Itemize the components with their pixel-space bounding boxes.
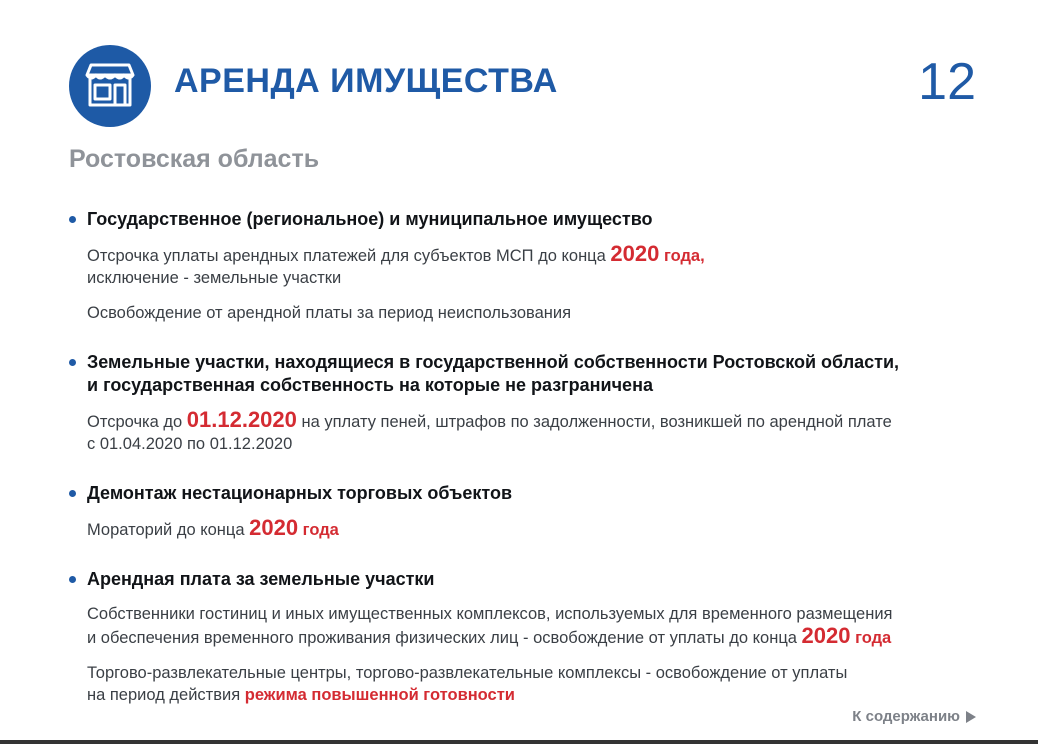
section-heading-text: Земельные участки, находящиеся в государственной собственности Ростовской области, [87, 352, 900, 372]
section-paragraph [69, 302, 989, 324]
bullet-dot [69, 576, 76, 583]
section-dismantling [69, 482, 989, 541]
paragraph-text: и обеспечения временного проживания физических лиц - освобождение от уплаты до конца [87, 629, 802, 647]
storefront-logo [69, 45, 151, 127]
bottom-divider [0, 740, 1038, 744]
highlight-suffix: года [298, 521, 339, 539]
sections-list [69, 208, 989, 733]
storefront-icon [69, 45, 151, 127]
highlight-date: 01.12.2020 [186, 407, 297, 432]
paragraph-text: Отсрочка уплаты арендных платежей для субъектов МСП до конца [87, 247, 611, 265]
highlight-year: 2020 [610, 241, 660, 266]
section-land-rent [69, 568, 989, 706]
highlight-year: 2020 [249, 515, 299, 540]
section-heading-text: Государственное (региональное) и муниципальное имущество [87, 209, 653, 229]
paragraph-text: с 01.04.2020 по 01.12.2020 [87, 435, 293, 453]
paragraph-text: Мораторий до конца [87, 521, 250, 539]
section-heading-text: и государственная собственность на которые не разграничена [87, 375, 653, 395]
highlight-suffix: года [850, 629, 892, 647]
section-heading [69, 351, 989, 397]
paragraph-text: на уплату пеней, штрафов по задолженности, возникшей по арендной плате [296, 413, 892, 431]
highlight-year: 2020 [801, 623, 851, 648]
section-paragraph [69, 517, 989, 541]
section-heading [69, 482, 989, 505]
section-paragraph [69, 243, 989, 289]
paragraph-text: Торгово-развлекательные центры, торгово-развлекательные комплексы - освобождение от уплаты [87, 664, 848, 682]
bullet-dot [69, 359, 76, 366]
section-paragraph [69, 662, 989, 706]
page-title: АРЕНДА ИМУЩЕСТВА [174, 62, 558, 100]
section-heading [69, 568, 989, 591]
highlight-regime: режима повышенной готовности [244, 686, 515, 704]
highlight-suffix: года, [659, 247, 705, 265]
section-paragraph [69, 603, 989, 649]
paragraph-text: на период действия [87, 686, 245, 704]
bullet-dot [69, 490, 76, 497]
section-heading-text: Демонтаж нестационарных торговых объектов [87, 483, 513, 503]
section-land-plots [69, 351, 989, 455]
paragraph-text: исключение - земельные участки [87, 269, 342, 287]
section-heading [69, 208, 989, 231]
triangle-right-icon [966, 711, 976, 723]
section-paragraph [69, 409, 989, 455]
page-number: 12 [918, 53, 976, 111]
paragraph-text: Отсрочка до [87, 413, 187, 431]
table-of-contents-link[interactable] [852, 708, 976, 725]
section-state-property [69, 208, 989, 324]
section-heading-text: Арендная плата за земельные участки [87, 569, 435, 589]
paragraph-text: Собственники гостиниц и иных имущественных комплексов, используемых для временного размещения [87, 605, 893, 623]
region-subtitle: Ростовская область [69, 145, 320, 173]
paragraph-text: Освобождение от арендной платы за период неиспользования [87, 304, 572, 322]
toc-label: К содержанию [852, 708, 960, 725]
bullet-dot [69, 216, 76, 223]
